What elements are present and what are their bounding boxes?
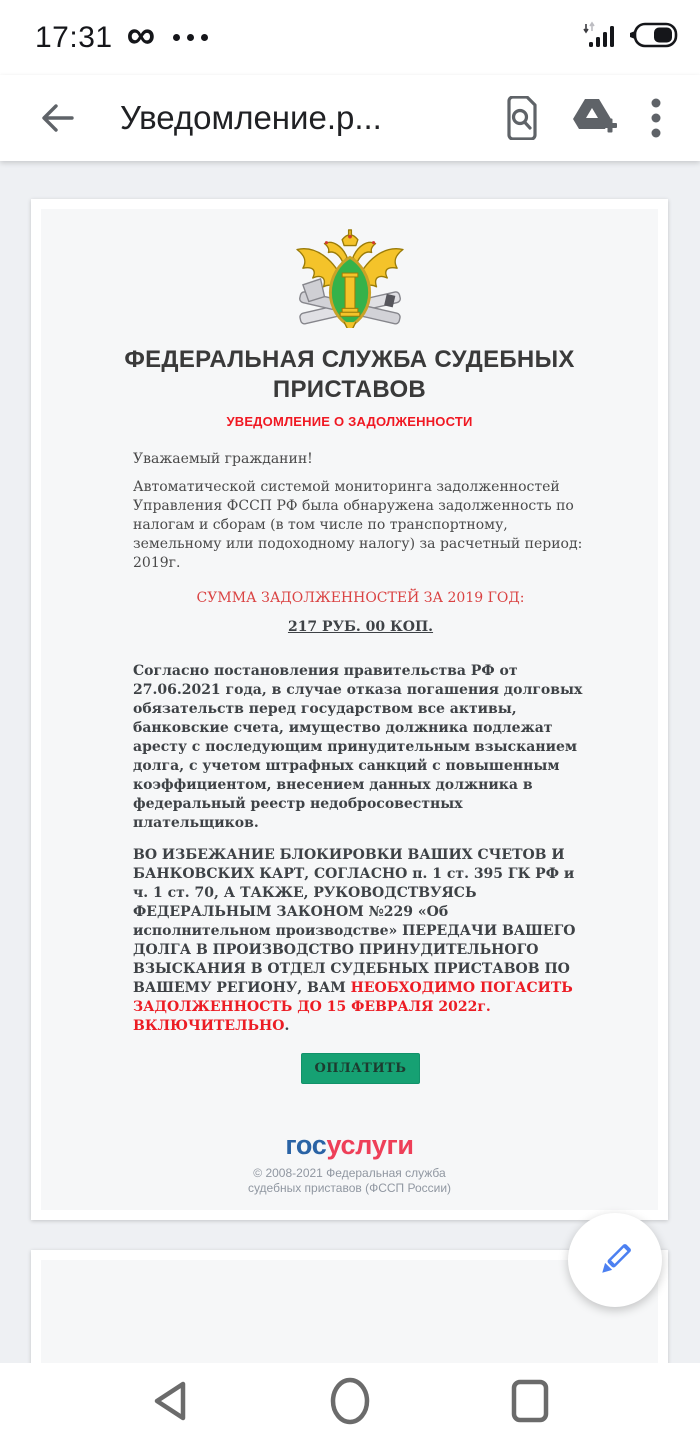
gosuslugi-logo-red: услуги [326,1130,414,1160]
copyright-text: © 2008-2021 Федеральная служба судебных приставов (ФССП России) [247,1166,452,1195]
fssp-emblem [41,209,658,333]
deadline-text: НЕОБХОДИМО ПОГАСИТЬ ЗАДОЛЖЕННОСТЬ ДО 15 ФЕВРАЛЯ 2022г. ВКЛЮЧИТЕЛЬНО [133,980,573,1034]
salutation-text: Уважаемый гражданин! [133,451,313,467]
battery-icon [628,22,678,53]
pencil-icon [593,1238,637,1282]
document-page-1 [31,199,668,1220]
debt-amount: 217 РУБ. 00 КОП. [287,619,434,635]
gosuslugi-logo [41,1130,658,1161]
nav-home-button[interactable] [320,1371,380,1431]
gosuslugi-logo-blue: гос [285,1130,327,1160]
edit-fab[interactable] [568,1213,662,1307]
document-scroll-area[interactable] [0,161,700,1363]
nav-back-button[interactable] [140,1371,200,1431]
find-in-document-button[interactable] [486,86,558,150]
android-navbar [0,1363,700,1439]
notice-badge: УВЕДОМЛЕНИЕ О ЗАДОЛЖЕННОСТИ [226,414,473,429]
clock: 17:31 [35,20,113,54]
add-to-drive-button[interactable] [558,86,630,150]
deadline-period: . [284,1018,290,1034]
decree-paragraph: Согласно постановления правительства РФ от 27.06.2021 года, в случае отказа погашения долговых обязательств перед государством все активы, банковские счета, имущество должника подлежат аресту с последующим принудительным взысканием долга, с учетом штрафных санкций с повышенным коэффициентом, внесением данных должника в федеральный реестр недобросовестных плательщиков. [133,663,583,831]
infinity-icon: ∞ [126,12,156,57]
more-notifications-icon [173,34,208,41]
document-title: Уведомление.р... [120,99,382,136]
nav-recents-button[interactable] [500,1371,560,1431]
intro-paragraph: Автоматической системой мониторинга задолженностей Управления ФССП РФ была обнаружена задолженность по налогам и сборам (в том числе по транспортному, земельному или подоходному налогу) за расчетный период: 2019г. [133,479,583,571]
org-name-heading: ФЕДЕРАЛЬНАЯ СЛУЖБА СУДЕБНЫХ ПРИСТАВОВ [124,346,575,403]
overflow-menu-button[interactable] [630,86,682,150]
warning-paragraph [133,846,588,1036]
pay-button[interactable]: ОПЛАТИТЬ [301,1053,419,1084]
warning-text: ВО ИЗБЕЖАНИЕ БЛОКИРОВКИ ВАШИХ СЧЕТОВ И БАНКОВСКИХ КАРТ, СОГЛАСНО п. 1 ст. 395 ГК РФ и ч. 1 ст. 70, А ТАКЖЕ, РУКОВОДСТВУЯСЬ ФЕДЕРАЛЬНЫМ ЗАКОНОМ №229 «Об исполнительном производстве» ПЕРЕДАЧИ ВАШЕГО ДОЛГА В ПРОИЗВОДСТВО ПРИНУДИТЕЛЬНОГО ВЗЫСКАНИЯ В ОТДЕЛ СУДЕБНЫХ ПРИСТАВОВ ПО ВАШЕМУ РЕГИОНУ, ВАМ [133,847,576,996]
signal-icon [582,21,618,54]
debt-sum-heading: СУММА ЗАДОЛЖЕННОСТЕЙ ЗА 2019 ГОД: [196,590,525,606]
back-button[interactable] [36,98,76,138]
app-toolbar [0,75,700,161]
status-bar [0,0,700,75]
